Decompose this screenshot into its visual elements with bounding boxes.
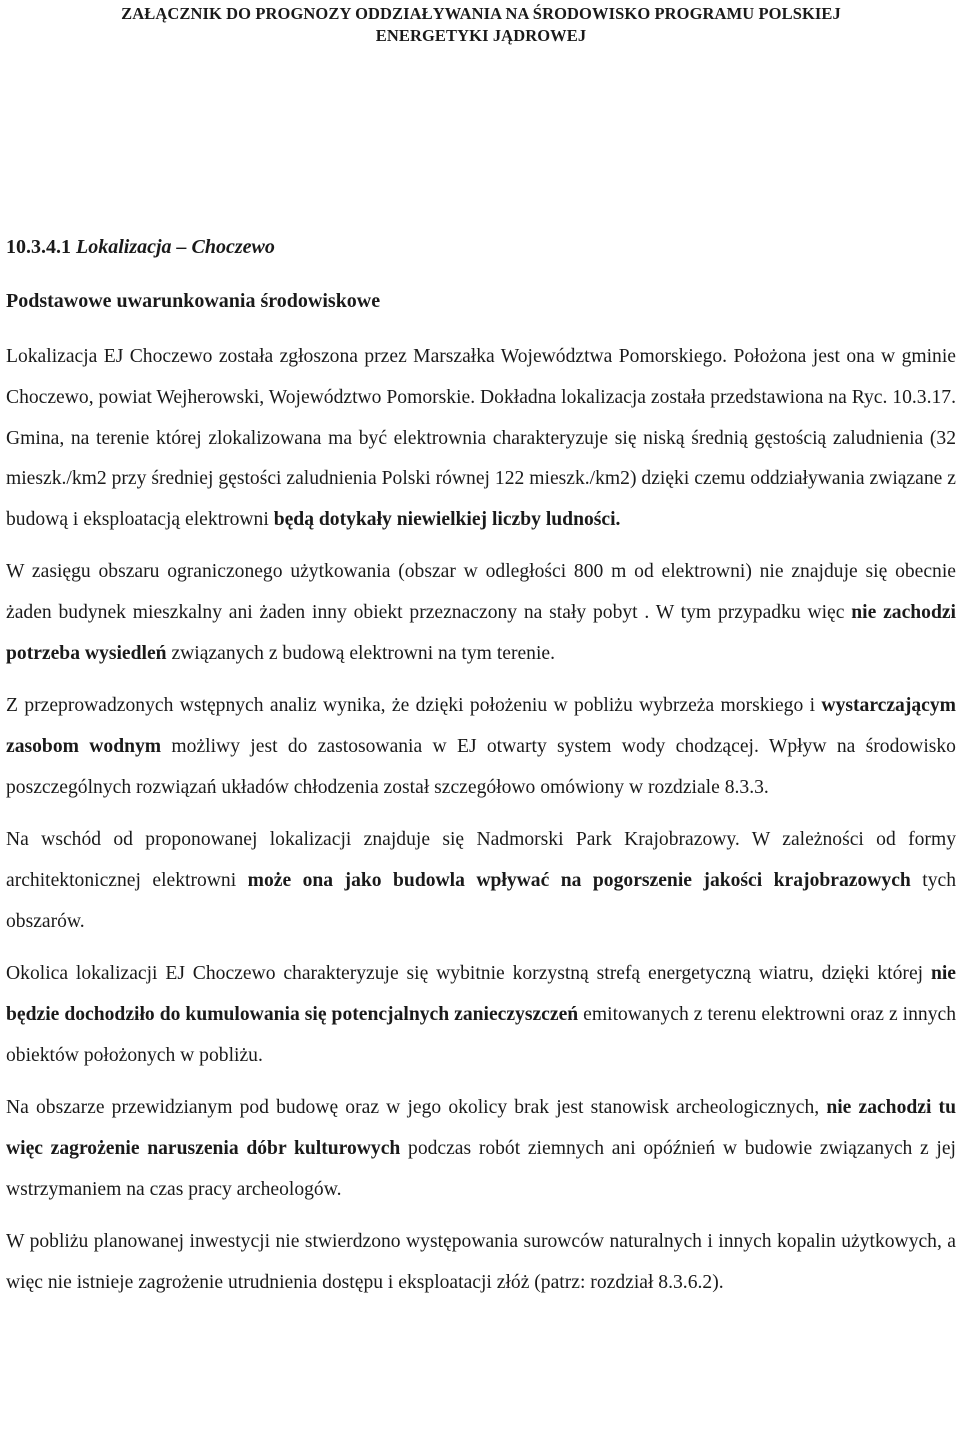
paragraph-text: tych obszarów. — [6, 870, 956, 932]
paragraph-text: Z przeprowadzonych wstępnych analiz wynika, że dzięki położeniu w pobliżu wybrzeża morskiego i — [6, 695, 822, 717]
document-page — [6, 0, 957, 1293]
section-number: 10.3.4.1 — [6, 236, 71, 258]
paragraph-bold-text: może ona jako budowla wpływać na pogorszenie jakości krajobrazowych — [247, 870, 911, 892]
paragraph-restricted-area — [6, 552, 956, 674]
header-line-2: ENERGETYKI JĄDROWEJ — [375, 26, 587, 45]
paragraph-bold-text: nie będzie dochodziło do kumulowania się potencjalnych zanieczyszczeń — [6, 963, 956, 1025]
paragraph-text: W pobliżu planowanej inwestycji nie stwierdzono występowania surowców naturalnych i innych kopalin użytkowych, a więc nie istnieje zagrożenie utrudnienia dostępu i eksploatacji złóż (patrz: rozdział 8.3.6.2). — [6, 1230, 956, 1293]
paragraph-natural-resources — [6, 1222, 956, 1304]
body-text — [6, 337, 956, 1315]
paragraph-text: związanych z budową elektrowni na tym terenie. — [166, 643, 556, 665]
paragraph-archaeology — [6, 1088, 956, 1210]
paragraph-text: Okolica lokalizacji EJ Choczewo charakteryzuje się wybitnie korzystną strefą energetyczną wiatru, dzięki której — [6, 963, 931, 985]
paragraph-bold-text: nie zachodzi potrzeba wysiedleń — [6, 602, 957, 665]
paragraph-text: W zasięgu obszaru ograniczonego użytkowania (obszar w odległości 800 m od elektrowni) nie znajduje się obecnie żaden budynek mieszkalny ani żaden inny obiekt przeznaczony na stały pobyt . W tym przypadku więc — [6, 561, 956, 624]
paragraph-cooling-water — [6, 686, 956, 808]
paragraph-landscape — [6, 820, 956, 942]
paragraph-text: Na wschód od proponowanej lokalizacji znajduje się Nadmorski Park Krajobrazowy. W zależności od formy architektonicznej elektrowni — [6, 829, 956, 892]
paragraph-text: podczas robót ziemnych ani opóźnień w budowie związanych z jej wstrzymaniem na czas pracy archeologów. — [6, 1137, 956, 1200]
paragraph-text: możliwy jest do zastosowania w EJ otwarty system wody chodzącej. Wpływ na środowisko poszczególnych rozwiązań układów chłodzenia został szczegółowo omówiony w rozdziale 8.3.3. — [6, 736, 956, 798]
paragraph-location — [6, 337, 956, 541]
section-heading — [6, 233, 275, 261]
paragraph-bold-text: nie zachodzi tu więc zagrożenie naruszenia dóbr kulturowych — [6, 1097, 956, 1159]
header-line-1: ZAŁĄCZNIK DO PROGNOZY ODDZIAŁYWANIA NA ŚRODOWISKO PROGRAMU POLSKIEJ — [121, 4, 841, 23]
paragraph-text: Lokalizacja EJ Choczewo została zgłoszona przez Marszałka Województwa Pomorskiego. Położona jest ona w gminie Choczewo, powiat Wejherowski, Województwo Pomorskie. Dokładna lokalizacja została przedstawiona na Ryc. 10.3.17. Gmina, na terenie której zlokalizowana ma być elektrownia charakteryzuje się niską średnią gęstością zaludnienia (32 mieszk./km2 przy średniej gęstości zaludnienia Polski równej 122 mieszk./km2) dzięki czemu oddziaływania związane z budową i eksploatacją elektrowni — [6, 346, 956, 531]
subheading: Podstawowe uwarunkowania środowiskowe — [6, 290, 381, 312]
section-title: Lokalizacja – Choczewo — [76, 236, 275, 258]
document-header — [6, 0, 956, 47]
paragraph-text: emitowanych z terenu elektrowni oraz z innych obiektów położonych w pobliżu. — [6, 1003, 956, 1066]
paragraph-bold-text: będą dotykały niewielkiej liczby ludności. — [273, 509, 621, 531]
paragraph-bold-text: wystarczającym zasobom wodnym — [6, 695, 956, 758]
paragraph-wind-zone — [6, 954, 956, 1076]
paragraph-text: Na obszarze przewidzianym pod budowę oraz w jego okolicy brak jest stanowisk archeologicznych, — [6, 1097, 827, 1119]
